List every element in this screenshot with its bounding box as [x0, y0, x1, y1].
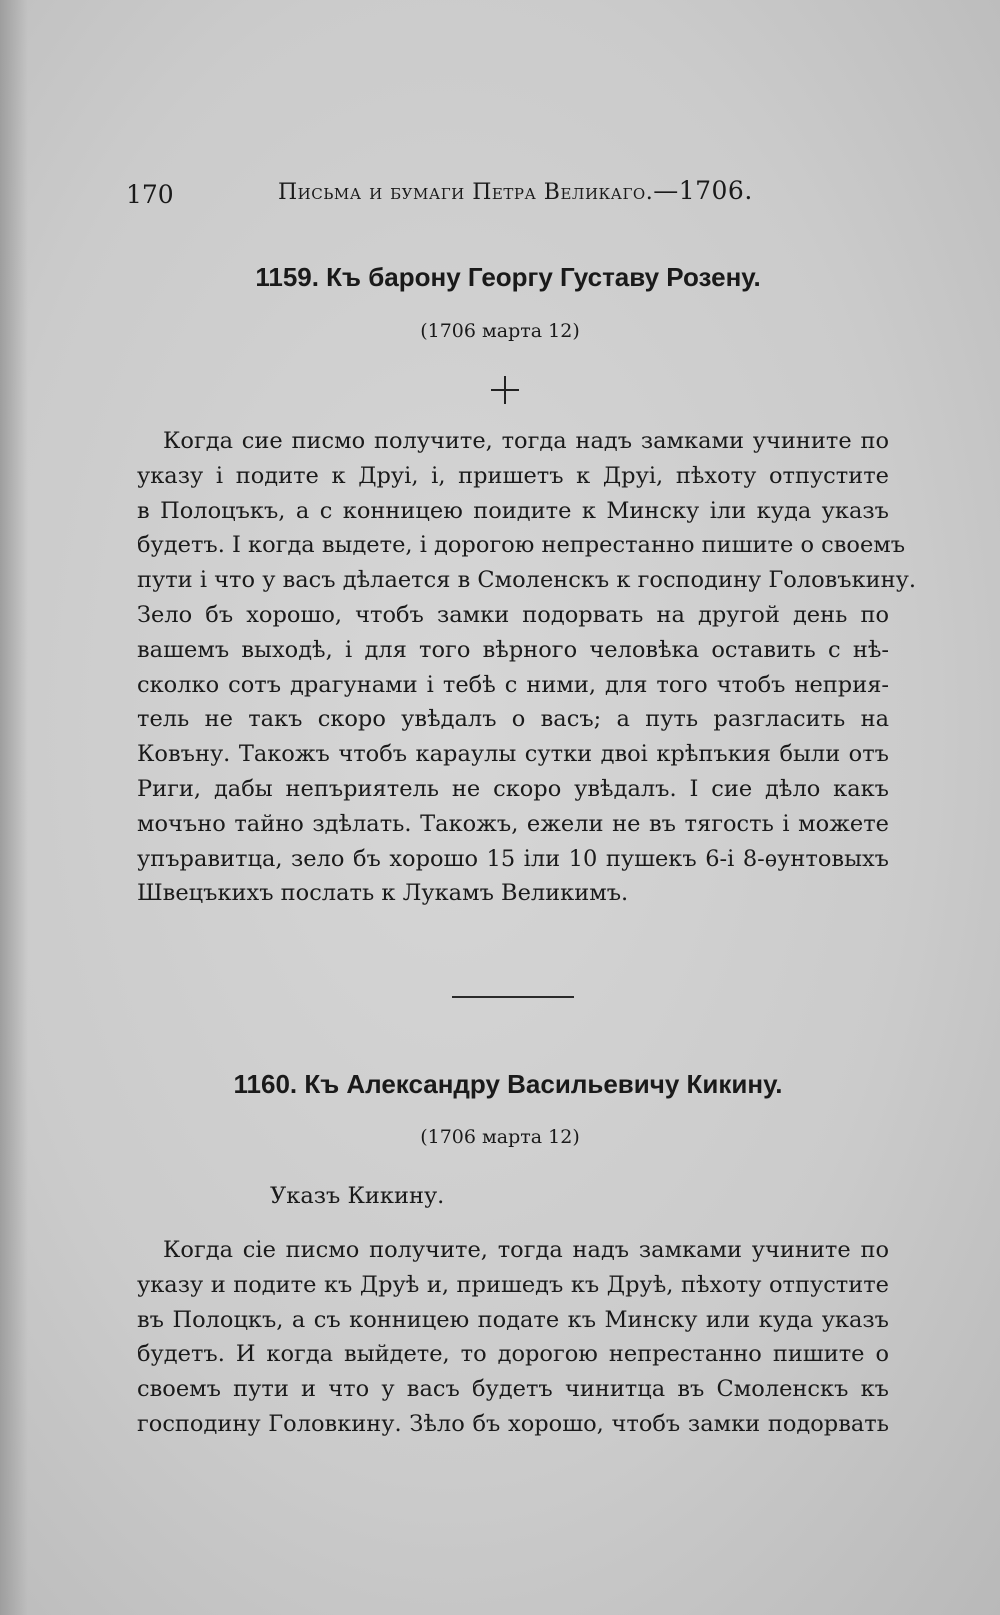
body-line: Риги, дабы непъриятель не скоро увѣдалъ. І сие дѣло какъ [137, 775, 889, 802]
running-title [278, 176, 753, 205]
letter-1159-body [137, 424, 917, 911]
body-line: пути і что у васъ дѣлается в Смоленскъ к господину Головъкину. [137, 567, 917, 594]
cross-icon [491, 376, 519, 404]
body-line: будетъ. И когда выйдете, то дорогою непрестанно пишите о [137, 1341, 889, 1368]
body-line: Ковъну. Такожъ чтобъ караулы сутки двоі крѣпъкия были отъ [137, 741, 889, 768]
body-line: въ Полоцкъ, а съ конницею подате къ Минску или куда указъ [137, 1306, 889, 1333]
body-line: вашемъ выходѣ, і для того вѣрного человѣка оставить с нѣ- [137, 636, 889, 663]
body-line: в Полоцъкъ, а с конницею поидите к Минску іли куда указъ [137, 497, 889, 524]
body-line: Швецъкихъ послать к Лукамъ Великимъ. [137, 880, 629, 907]
body-line: сколко сотъ драгунами і тебѣ с ними, для того чтобъ неприя- [137, 671, 889, 698]
page-number: 170 [126, 180, 174, 209]
section-divider [452, 996, 574, 998]
body-line: своемъ пути и что у васъ будетъ чинитца въ Смоленскъ къ [137, 1376, 889, 1403]
body-line: указу и подите къ Друѣ и, пришедъ къ Друѣ, пѣхоту отпустите [137, 1271, 889, 1298]
letter-1160-date: (1706 марта 12) [420, 1126, 580, 1148]
letter-1160-body [137, 1233, 889, 1442]
body-line: тель не такъ скоро увѣдалъ о васъ; а путь разгласить на [137, 706, 889, 733]
body-line: будетъ. І когда выдете, і дорогою непрестанно пишите о своемъ [137, 532, 906, 559]
running-head [126, 176, 753, 216]
letter-1159-heading: 1159. Къ барону Георгу Густаву Розену. [255, 262, 761, 292]
body-line: мочъно тайно здѣлать. Такожъ, ежели не въ тягость і можете [137, 810, 889, 837]
body-line: упъравитца, зело бъ хорошо 15 іли 10 пушекъ 6-і 8-ѳунтовыхъ [137, 845, 889, 872]
body-line: Когда сие писмо получите, тогда надъ замками учините по [163, 428, 889, 454]
body-line: Зело бъ хорошо, чтобъ замки подорвать на другой день по [137, 601, 889, 628]
body-line: господину Головкину. Зѣло бъ хорошо, чтобъ замки подорвать [137, 1410, 889, 1437]
spine-shadow [0, 0, 28, 1615]
letter-1160-heading: 1160. Къ Александру Васильевичу Кикину. [233, 1069, 783, 1099]
running-title-text: Письма и бумаги Петра Великаго. [278, 180, 654, 205]
letter-1159-date: (1706 марта 12) [420, 320, 580, 342]
running-title-year: —1706. [653, 176, 753, 205]
letter-1160-salutation: Указъ Кикину. [270, 1183, 445, 1209]
body-line: указу і подите к Друі, і, пришетъ к Друі, пѣхоту отпустите [137, 462, 889, 489]
body-line: Когда сіе писмо получите, тогда надъ замками учините по [163, 1237, 889, 1263]
